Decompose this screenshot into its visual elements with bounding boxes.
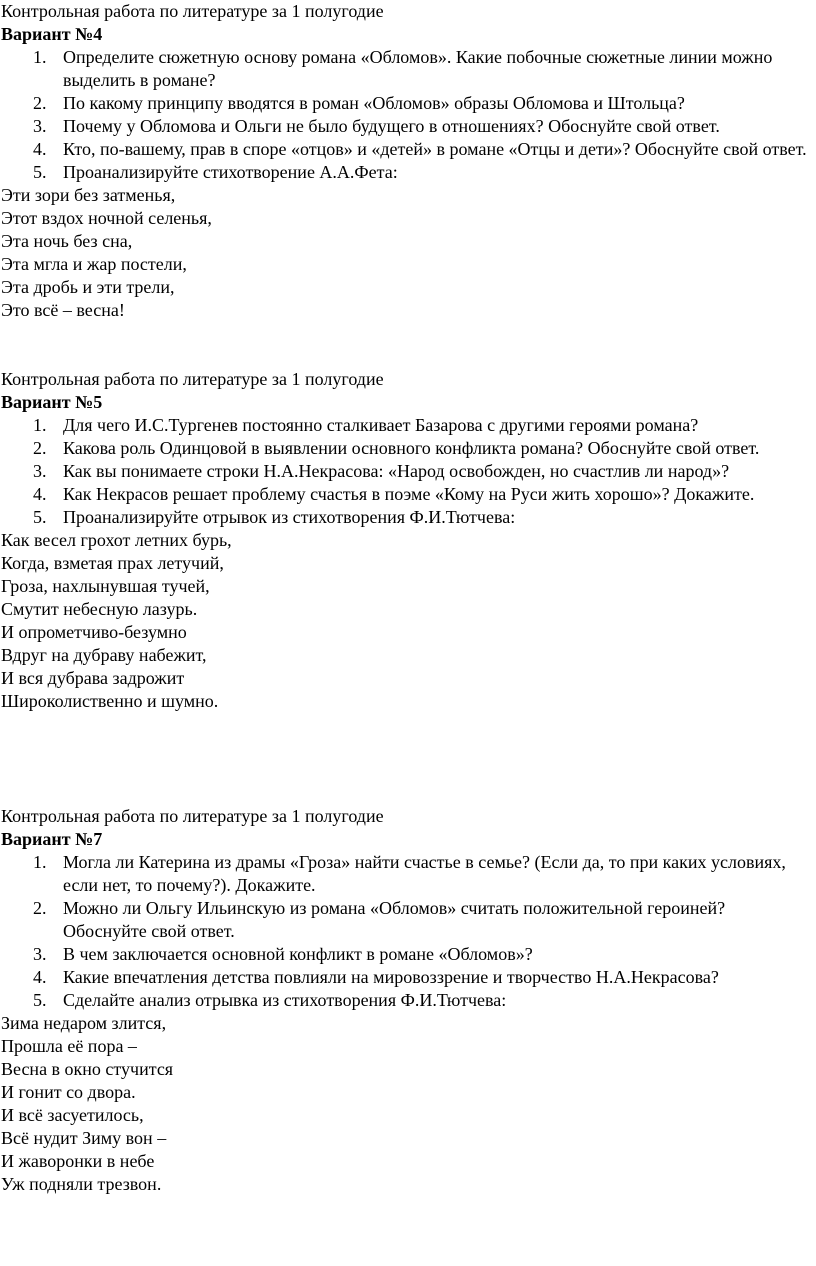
variant-5-question-5: 5. Проанализируйте отрывок из стихотворения Ф.И.Тютчева: [33, 507, 516, 527]
variant-5-question-1: 1. Для чего И.С.Тургенев постоянно сталкивает Базарова с другими героями романа? [33, 415, 699, 435]
variant-4-number: Вариант №4 [1, 24, 103, 44]
variant-7-title: Контрольная работа по литературе за 1 полугодие [1, 806, 384, 826]
variant-7-number: Вариант №7 [1, 829, 103, 849]
poem-line: Весна в окно стучится [1, 1059, 174, 1079]
variant-4-question-4: 4. Кто, по-вашему, прав в споре «отцов» и «детей» в романе «Отцы и дети»? Обоснуйте свой ответ. [33, 139, 807, 159]
poem-line: Уж подняли трезвон. [1, 1174, 162, 1194]
poem-line: Когда, взметая прах летучий, [1, 553, 224, 573]
variant-5-question-4: 4. Как Некрасов решает проблему счастья в поэме «Кому на Руси жить хорошо»? Докажите. [33, 484, 755, 504]
poem-line: И всё засуетилось, [1, 1105, 144, 1125]
poem-line: И опрометчиво-безумно [1, 622, 187, 642]
variant-5-question-3: 3. Как вы понимаете строки Н.А.Некрасова: «Народ освобожден, но счастлив ли народ»? [33, 461, 730, 481]
variant-7-question-5: 5. Сделайте анализ отрывка из стихотворения Ф.И.Тютчева: [33, 990, 507, 1010]
variant-7-question-3: 3. В чем заключается основной конфликт в романе «Обломов»? [33, 944, 533, 964]
variant-4-section [1, 0, 808, 322]
poem-line: Зима недаром злится, [1, 1013, 167, 1033]
poem-line: Всё нудит Зиму вон – [1, 1128, 167, 1148]
variant-4-question-list [1, 46, 808, 184]
variant-5-number: Вариант №5 [1, 392, 103, 412]
poem-line: Эта мгла и жар постели, [1, 254, 187, 274]
poem-line: Эти зори без затменья, [1, 185, 176, 205]
poem-line: Вдруг на дубраву набежит, [1, 645, 207, 665]
variant-7-section [1, 805, 808, 1196]
poem-line: Широколиственно и шумно. [1, 691, 219, 711]
poem-line: Это всё – весна! [1, 300, 125, 320]
variant-4-question-5: 5. Проанализируйте стихотворение А.А.Фета: [33, 162, 398, 182]
poem-line: Смутит небесную лазурь. [1, 599, 198, 619]
variant-7-question-2: 2. Можно ли Ольгу Ильинскую из романа «Обломов» считать положительной героиней? Обоснуйте свой ответ. [33, 898, 726, 941]
poem-line: И гонит со двора. [1, 1082, 136, 1102]
variant-5-question-2: 2. Какова роль Одинцовой в выявлении основного конфликта романа? Обоснуйте свой ответ. [33, 438, 760, 458]
poem-line: Этот вздох ночной селенья, [1, 208, 212, 228]
variant-5-section [1, 368, 808, 713]
variant-4-question-1: 1. Определите сюжетную основу романа «Обломов». Какие побочные сюжетные линии можно выделить в романе? [33, 47, 773, 90]
variant-4-question-3: 3. Почему у Обломова и Ольги не было будущего в отношениях? Обоснуйте свой ответ. [33, 116, 720, 136]
variant-5-poem [1, 529, 808, 713]
poem-line: Прошла её пора – [1, 1036, 137, 1056]
variant-7-question-4: 4. Какие впечатления детства повлияли на мировоззрение и творчество Н.А.Некрасова? [33, 967, 719, 987]
poem-line: Эта дробь и эти трели, [1, 277, 175, 297]
variant-5-title: Контрольная работа по литературе за 1 полугодие [1, 369, 384, 389]
variant-4-poem [1, 184, 808, 322]
poem-line: И вся дубрава задрожит [1, 668, 185, 688]
poem-line: Гроза, нахлынувшая тучей, [1, 576, 210, 596]
poem-line: Эта ночь без сна, [1, 231, 133, 251]
variant-5-question-list [1, 414, 808, 529]
variant-7-question-list [1, 851, 808, 1012]
variant-7-question-1: 1. Могла ли Катерина из драмы «Гроза» найти счастье в семье? (Если да, то при каких условиях, если нет, то почему?). Докажите. [33, 852, 786, 895]
variant-7-poem [1, 1012, 808, 1196]
variant-4-question-2: 2. По какому принципу вводятся в роман «Обломов» образы Обломова и Штольца? [33, 93, 685, 113]
poem-line: Как весел грохот летних бурь, [1, 530, 232, 550]
variant-4-title: Контрольная работа по литературе за 1 полугодие [1, 1, 384, 21]
poem-line: И жаворонки в небе [1, 1151, 155, 1171]
